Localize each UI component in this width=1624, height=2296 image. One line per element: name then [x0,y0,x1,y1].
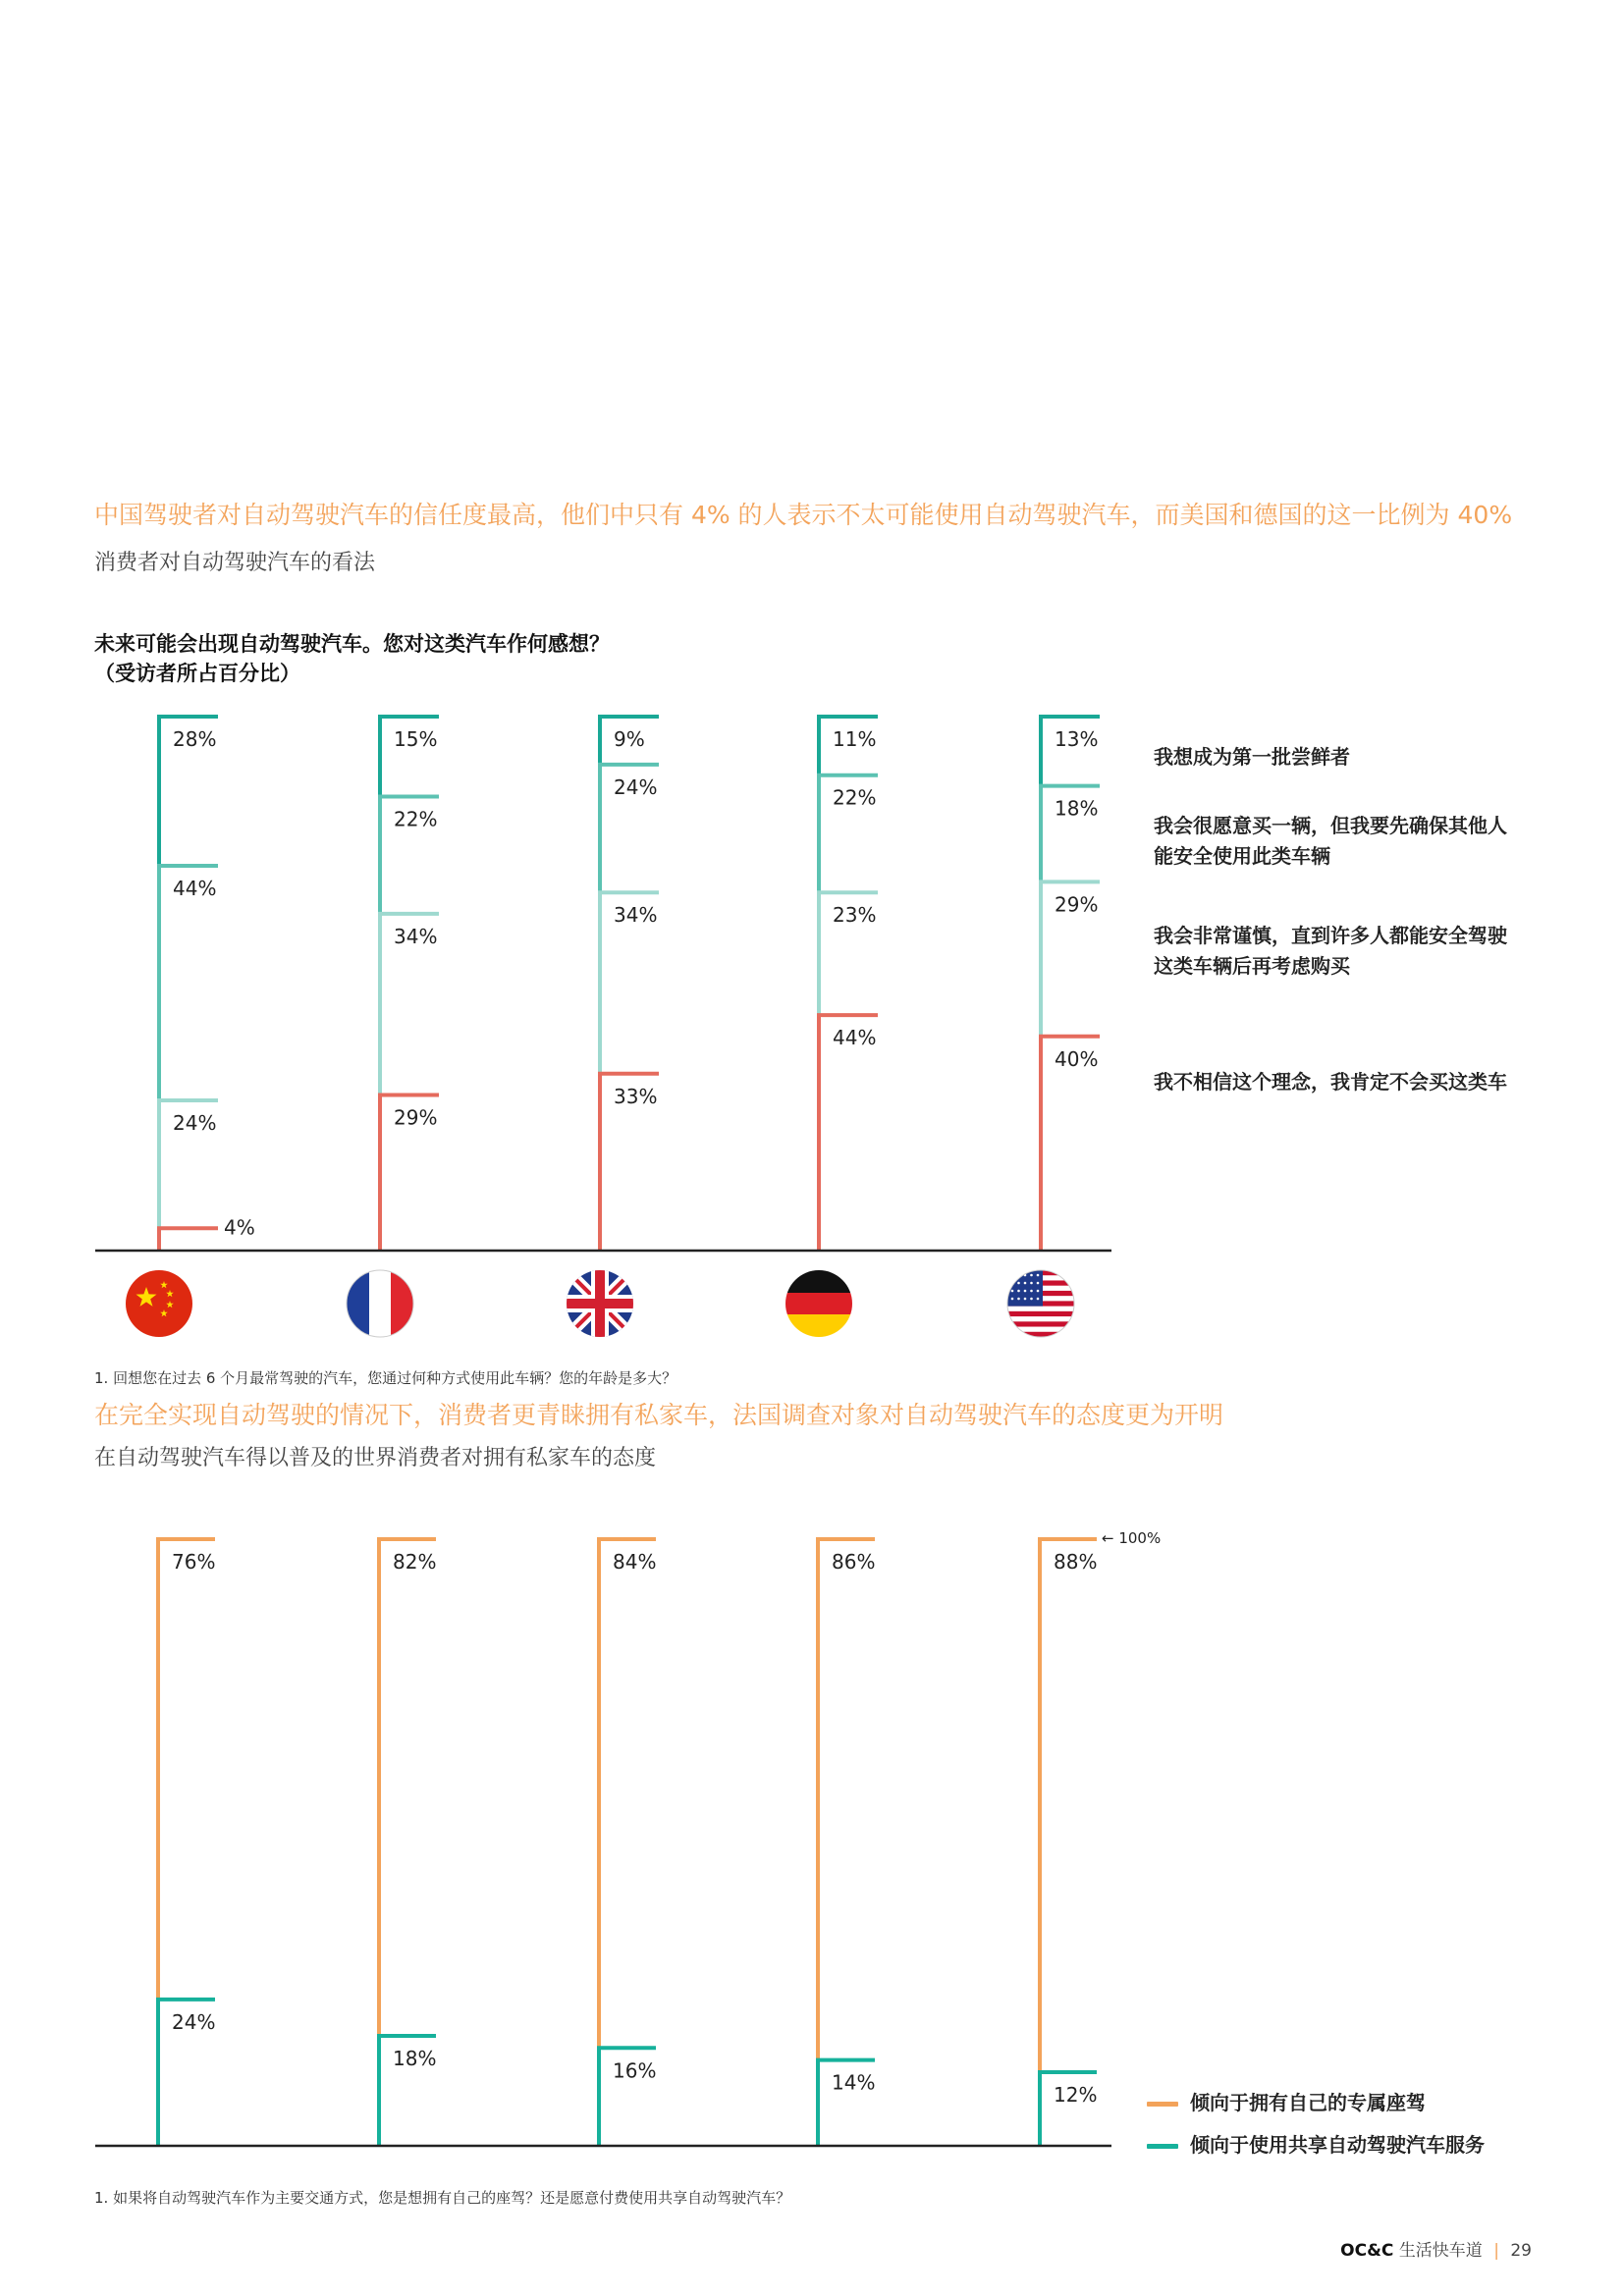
data-label-own-0: 76% [172,1550,216,1574]
annotation-100-percent: ← 100% [1102,1529,1162,1547]
data-label-own-4: 88% [1054,1550,1098,1574]
data-label-early-adopter-4: 13% [1055,727,1099,751]
data-label-non-believer-4: 40% [1055,1046,1099,1071]
data-label-willing-buyer-1: 22% [394,807,438,831]
legend-willing-buyer: 我会很愿意买一辆，但我要先确保其他人 能安全使用此类车辆 [1154,814,1507,868]
data-label-own-3: 86% [832,1550,876,1574]
data-label-non-believer-1: 29% [394,1105,438,1130]
footer-title: 生活快车道 [1398,2241,1483,2261]
data-label-own-1: 82% [393,1550,437,1574]
footer-separator: | [1493,2241,1499,2261]
legend-cautious: 我会非常谨慎，直到许多人都能安全驾驶 这类车辆后再考虑购买 [1154,924,1507,978]
chart1-question-line1: 未来可能会出现自动驾驶汽车。您对这类汽车作何感想？ [94,632,610,656]
legend-shared-car: 倾向于使用共享自动驾驶汽车服务 [1147,2129,1485,2158]
usa-flag-star [1030,1298,1033,1301]
usa-flag-star [1024,1282,1027,1285]
data-label-willing-buyer-2: 24% [614,774,658,799]
legend-own-car: 倾向于拥有自己的专属座驾 [1147,2087,1426,2115]
china-flag-bg [126,1270,192,1337]
data-label-early-adopter-1: 15% [394,727,438,751]
data-label-cautious-1: 34% [394,924,438,948]
usa-flag-stripe [1007,1311,1074,1317]
data-label-early-adopter-3: 11% [833,727,877,751]
usa-flag-star [1037,1274,1040,1277]
legend-own-swatch [1147,2102,1178,2107]
data-label-share-0: 24% [172,2009,216,2034]
data-label-willing-buyer-3: 22% [833,785,877,810]
data-label-share-2: 16% [613,2058,657,2083]
germany-flag-gold [785,1314,852,1338]
data-label-cautious-4: 29% [1055,892,1099,917]
usa-flag-stripe [1007,1321,1074,1327]
data-label-early-adopter-2: 9% [614,727,645,751]
chart1-headline: 中国驾驶者对自动驾驶汽车的信任度最高，他们中只有 4% 的人表示不太可能使用自动驾驶汽车，而美国和德国的这一比例为 40% [94,501,1513,529]
germany-flag-icon [785,1270,852,1338]
germany-flag-stripes [785,1270,852,1338]
chart2-headline: 在完全实现自动驾驶的情况下，消费者更青睐拥有私家车，法国调查对象对自动驾驶汽车的态度更为开明 [94,1401,1224,1429]
page-footer [1340,2236,1532,2261]
data-label-own-2: 84% [613,1550,657,1574]
france-flag-red [391,1270,414,1337]
usa-flag-star [1024,1290,1027,1293]
usa-flag-star [1011,1282,1014,1285]
germany-flag-black [785,1270,852,1293]
usa-flag-star [1017,1298,1020,1301]
data-label-willing-buyer-4: 18% [1055,796,1099,821]
usa-flag-star [1017,1282,1020,1285]
data-label-cautious-3: 23% [833,903,877,928]
usa-flag-star [1037,1298,1040,1301]
usa-flag-star [1024,1298,1027,1301]
data-label-non-believer-0: 4% [224,1215,255,1240]
legend-share-swatch [1147,2144,1178,2149]
chart1-footnote: 1. 回想您在过去 6 个月最常驾驶的汽车，您通过何种方式使用此车辆？您的年龄是多大？ [94,1369,677,1387]
chart2-subtitle: 在自动驾驶汽车得以普及的世界消费者对拥有私家车的态度 [94,1446,657,1470]
usa-flag-star [1037,1282,1040,1285]
uk-flag-icon [567,1270,633,1337]
usa-flag-star [1037,1290,1040,1293]
usa-flag-star [1017,1290,1020,1293]
chart1-subtitle: 消费者对自动驾驶汽车的看法 [94,551,376,575]
uk-flag-body [567,1270,633,1337]
uk-flag-cross-red-h [567,1299,633,1308]
chart2-footnote: 1. 如果将自动驾驶汽车作为主要交通方式，您是想拥有自己的座驾？还是愿意付费使用共享自动驾驶汽车？ [94,2189,791,2207]
usa-flag-star [1011,1290,1014,1293]
usa-flag-star [1030,1282,1033,1285]
france-flag-blue [347,1270,369,1337]
france-flag-icon [347,1270,414,1337]
footer-brand: OC&C [1340,2241,1394,2261]
legend-early-adopter: 我想成为第一批尝鲜者 [1154,745,1350,769]
data-label-non-believer-3: 44% [833,1026,877,1050]
usa-flag-star [1030,1290,1033,1293]
usa-flag-stripe [1007,1307,1074,1312]
data-label-cautious-2: 34% [614,903,658,928]
usa-flag-star [1017,1274,1020,1277]
usa-flag-stripe [1007,1316,1074,1322]
germany-flag-red [785,1293,852,1314]
legend-non-believer: 我不相信这个理念，我肯定不会买这类车 [1154,1070,1507,1094]
china-flag-icon [126,1270,192,1337]
chart1-question-line2: （受访者所占百分比） [94,662,300,685]
data-label-share-3: 14% [832,2070,876,2095]
usa-flag-star [1011,1274,1014,1277]
footer-page-number: 29 [1510,2241,1532,2261]
usa-flag-star [1030,1274,1033,1277]
data-label-non-believer-2: 33% [614,1084,658,1108]
france-flag-white [369,1270,391,1337]
data-label-cautious-0: 24% [173,1110,217,1135]
usa-flag-star [1011,1298,1014,1301]
data-label-early-adopter-0: 28% [173,727,217,751]
usa-flag-icon [1007,1270,1074,1338]
data-label-willing-buyer-0: 44% [173,877,217,901]
data-label-share-4: 12% [1054,2082,1098,2107]
data-label-share-1: 18% [393,2046,437,2070]
